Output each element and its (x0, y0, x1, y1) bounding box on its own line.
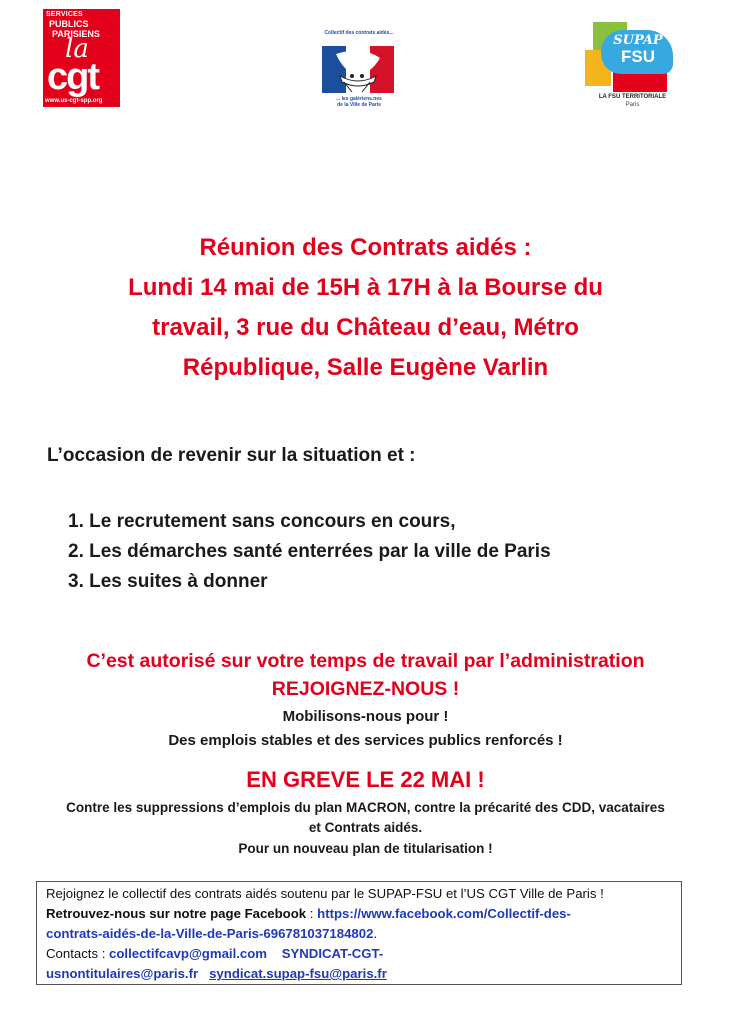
mobilise-text: Mobilisons-nous pour ! (282, 708, 449, 725)
agenda-item: 2. Les démarches santé enterrées par la ville de Paris (68, 541, 551, 562)
strike-line-1: Contre les suppressions d’emplois du plan MACRON, contre la précarité des CDD, vacataires (66, 800, 665, 815)
intro-text: L’occasion de revenir sur la situation et : (47, 445, 416, 466)
cgt-logo-script: la (65, 34, 89, 64)
authorized-text: C’est autorisé sur votre temps de travail par l’administration (86, 650, 645, 672)
join-us-text: REJOIGNEZ-NOUS ! (271, 678, 460, 700)
strike-line-3: Pour un nouveau plan de titularisation ! (238, 841, 493, 856)
agenda-list (68, 507, 551, 597)
collectif-logo-bottom-2: de la Ville de Paris (337, 102, 381, 108)
supap-logo-tagline: LA FSU TERRITORIALE (598, 94, 667, 100)
collectif-logo (318, 30, 400, 110)
agenda-item: 1. Le recrutement sans concours en cours, (68, 511, 456, 532)
agenda-item: 3. Les suites à donner (68, 571, 268, 592)
contact-box (36, 881, 682, 985)
strike-headline: EN GREVE LE 22 MAI ! (246, 767, 485, 792)
cgt-logo-url: www.us-cgt-spp.org (45, 98, 103, 104)
facebook-end: . (373, 926, 378, 941)
cgt-logo-line1: SERVICES (46, 11, 83, 18)
email-supap-link[interactable]: syndicat.supap-fsu@paris.fr (209, 966, 387, 981)
supap-logo-city: Paris (625, 102, 640, 108)
supap-fsu-logo (585, 22, 680, 112)
facebook-label: Retrouvez-nous sur notre page Facebook (46, 906, 307, 921)
email-cgt-link[interactable]: SYNDICAT-CGT- usnontitulaires@paris.fr (46, 946, 384, 981)
title-line-1: Réunion des Contrats aidés : (199, 234, 532, 261)
facebook-separator: : (306, 906, 318, 921)
cgt-logo-mark: cgt (47, 56, 98, 98)
contacts-label: Contacts : (46, 946, 110, 961)
cgt-logo-line3: PARISIENS (52, 29, 100, 39)
title-line-2: Lundi 14 mai de 15H à 17H à la Bourse du (128, 274, 603, 301)
title-line-4: République, Salle Eugène Varlin (182, 354, 549, 381)
facebook-link[interactable]: https://www.facebook.com/Collectif-des- contrats-aidés-de-la-Ville-de-Paris-696781037184802 (46, 906, 571, 941)
contact-box-intro: Rejoignez le collectif des contrats aidés soutenu par le SUPAP-FSU et l’US CGT Ville de Paris ! (46, 886, 604, 901)
demands-text: Des emplois stables et des services publics renforcés ! (168, 732, 563, 749)
email-collectif-link[interactable]: collectifcavp@gmail.com (109, 946, 268, 961)
collectif-logo-top: Collectif des contrats aidés... (324, 30, 394, 36)
cgt-logo (43, 9, 120, 107)
title-line-3: travail, 3 rue du Château d’eau, Métro (152, 314, 579, 341)
collectif-logo-bottom-1: ... les galériens.nes (336, 96, 382, 102)
meeting-title (0, 228, 731, 388)
strike-line-2: et Contrats aidés. (308, 820, 423, 835)
supap-logo-line2: FSU (621, 47, 655, 66)
cgt-logo-line2: PUBLICS (49, 19, 89, 29)
supap-logo-line1: SUPAP (613, 33, 663, 48)
galley-ship-icon (322, 46, 394, 93)
